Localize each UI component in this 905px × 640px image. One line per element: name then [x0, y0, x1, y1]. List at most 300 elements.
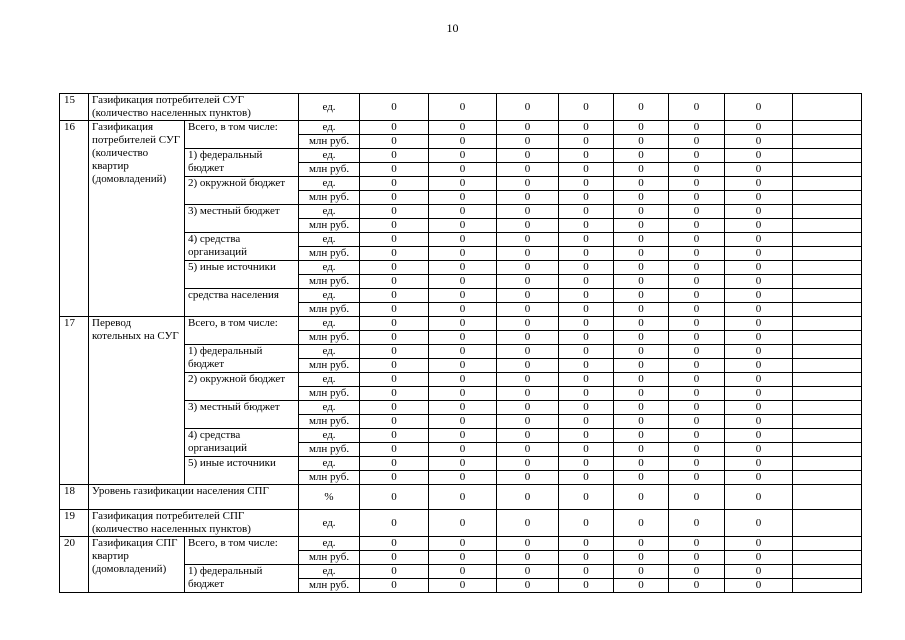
value-cell: 0: [614, 303, 669, 317]
value-cell: 0: [360, 415, 429, 429]
unit-cell: ед.: [299, 177, 360, 191]
value-cell: 0: [360, 163, 429, 177]
unit-cell: млн руб.: [299, 303, 360, 317]
value-cell: 0: [429, 177, 497, 191]
empty-cell: [793, 303, 862, 317]
unit-cell: %: [299, 485, 360, 510]
value-cell: 0: [614, 443, 669, 457]
value-cell: 0: [497, 565, 559, 579]
value-cell: 0: [429, 331, 497, 345]
value-cell: 0: [497, 457, 559, 471]
value-cell: 0: [669, 163, 725, 177]
value-cell: 0: [559, 317, 614, 331]
value-cell: 0: [559, 565, 614, 579]
value-cell: 0: [360, 303, 429, 317]
value-cell: 0: [614, 359, 669, 373]
value-cell: 0: [360, 317, 429, 331]
row-number: 20: [60, 537, 89, 593]
value-cell: 0: [360, 359, 429, 373]
value-cell: 0: [669, 289, 725, 303]
value-cell: 0: [725, 443, 793, 457]
row-number: 17: [60, 317, 89, 485]
unit-cell: ед.: [299, 317, 360, 331]
empty-cell: [793, 331, 862, 345]
table-row: [60, 94, 862, 121]
unit-cell: млн руб.: [299, 359, 360, 373]
value-cell: 0: [497, 275, 559, 289]
value-cell: 0: [360, 537, 429, 551]
value-cell: 0: [497, 579, 559, 593]
value-cell: 0: [614, 177, 669, 191]
value-cell: 0: [497, 537, 559, 551]
value-cell: 0: [360, 149, 429, 163]
empty-cell: [793, 317, 862, 331]
value-cell: 0: [497, 401, 559, 415]
empty-cell: [793, 275, 862, 289]
value-cell: 0: [614, 121, 669, 135]
value-cell: 0: [429, 135, 497, 149]
value-cell: 0: [429, 551, 497, 565]
unit-cell: млн руб.: [299, 443, 360, 457]
unit-cell: млн руб.: [299, 551, 360, 565]
value-cell: 0: [497, 317, 559, 331]
value-cell: 0: [669, 247, 725, 261]
value-cell: 0: [725, 289, 793, 303]
value-cell: 0: [725, 373, 793, 387]
empty-cell: [793, 177, 862, 191]
unit-cell: млн руб.: [299, 387, 360, 401]
empty-cell: [793, 510, 862, 537]
unit-cell: млн руб.: [299, 219, 360, 233]
value-cell: 0: [429, 485, 497, 510]
value-cell: 0: [669, 331, 725, 345]
value-cell: 0: [559, 177, 614, 191]
value-cell: 0: [725, 233, 793, 247]
value-cell: 0: [360, 94, 429, 121]
value-cell: 0: [429, 415, 497, 429]
indicator-title: Уровень газификации населения СПГ: [89, 485, 299, 510]
value-cell: 0: [725, 135, 793, 149]
table-row: [60, 317, 862, 331]
unit-cell: млн руб.: [299, 163, 360, 177]
value-cell: 0: [497, 551, 559, 565]
value-cell: 0: [429, 163, 497, 177]
value-cell: 0: [669, 177, 725, 191]
unit-cell: ед.: [299, 429, 360, 443]
value-cell: 0: [725, 415, 793, 429]
value-cell: 0: [360, 275, 429, 289]
value-cell: 0: [559, 471, 614, 485]
value-cell: 0: [559, 457, 614, 471]
unit-cell: млн руб.: [299, 191, 360, 205]
value-cell: 0: [725, 485, 793, 510]
value-cell: 0: [725, 163, 793, 177]
funding-source-label: 4) средства организаций: [185, 429, 299, 457]
value-cell: 0: [614, 219, 669, 233]
funding-source-label: 1) федеральный бюджет: [185, 149, 299, 177]
value-cell: 0: [429, 429, 497, 443]
value-cell: 0: [559, 443, 614, 457]
value-cell: 0: [429, 471, 497, 485]
table-row: [60, 510, 862, 537]
empty-cell: [793, 579, 862, 593]
value-cell: 0: [429, 565, 497, 579]
value-cell: 0: [559, 233, 614, 247]
value-cell: 0: [725, 247, 793, 261]
funding-source-label: Всего, в том числе:: [185, 121, 299, 149]
empty-cell: [793, 289, 862, 303]
value-cell: 0: [725, 261, 793, 275]
value-cell: 0: [614, 275, 669, 289]
value-cell: 0: [614, 317, 669, 331]
value-cell: 0: [360, 579, 429, 593]
value-cell: 0: [669, 233, 725, 247]
value-cell: 0: [360, 205, 429, 219]
row-number: 15: [60, 94, 89, 121]
value-cell: 0: [559, 579, 614, 593]
value-cell: 0: [614, 163, 669, 177]
unit-cell: ед.: [299, 261, 360, 275]
unit-cell: ед.: [299, 233, 360, 247]
value-cell: 0: [725, 177, 793, 191]
value-cell: 0: [559, 485, 614, 510]
value-cell: 0: [360, 219, 429, 233]
unit-cell: ед.: [299, 121, 360, 135]
value-cell: 0: [429, 317, 497, 331]
value-cell: 0: [360, 135, 429, 149]
value-cell: 0: [669, 94, 725, 121]
value-cell: 0: [360, 401, 429, 415]
funding-source-label: 4) средства организаций: [185, 233, 299, 261]
funding-source-label: Всего, в том числе:: [185, 537, 299, 565]
value-cell: 0: [497, 289, 559, 303]
value-cell: 0: [559, 345, 614, 359]
value-cell: 0: [669, 219, 725, 233]
indicator-title: Газификация СПГ квартир (домовладений): [89, 537, 185, 593]
value-cell: 0: [559, 401, 614, 415]
value-cell: 0: [725, 331, 793, 345]
value-cell: 0: [497, 149, 559, 163]
empty-cell: [793, 219, 862, 233]
empty-cell: [793, 247, 862, 261]
value-cell: 0: [559, 191, 614, 205]
value-cell: 0: [669, 401, 725, 415]
value-cell: 0: [497, 331, 559, 345]
value-cell: 0: [614, 471, 669, 485]
value-cell: 0: [614, 233, 669, 247]
value-cell: 0: [669, 510, 725, 537]
value-cell: 0: [360, 510, 429, 537]
value-cell: 0: [559, 163, 614, 177]
row-number: 18: [60, 485, 89, 510]
value-cell: 0: [360, 457, 429, 471]
value-cell: 0: [669, 457, 725, 471]
value-cell: 0: [614, 510, 669, 537]
value-cell: 0: [614, 551, 669, 565]
unit-cell: млн руб.: [299, 135, 360, 149]
value-cell: 0: [614, 415, 669, 429]
value-cell: 0: [497, 359, 559, 373]
value-cell: 0: [669, 205, 725, 219]
unit-cell: млн руб.: [299, 579, 360, 593]
value-cell: 0: [614, 429, 669, 443]
value-cell: 0: [559, 551, 614, 565]
value-cell: 0: [614, 261, 669, 275]
unit-cell: млн руб.: [299, 471, 360, 485]
value-cell: 0: [725, 551, 793, 565]
value-cell: 0: [669, 303, 725, 317]
empty-cell: [793, 387, 862, 401]
value-cell: 0: [497, 471, 559, 485]
value-cell: 0: [614, 289, 669, 303]
value-cell: 0: [614, 401, 669, 415]
value-cell: 0: [669, 135, 725, 149]
value-cell: 0: [725, 401, 793, 415]
value-cell: 0: [669, 373, 725, 387]
table-row: [60, 537, 862, 551]
empty-cell: [793, 149, 862, 163]
value-cell: 0: [559, 429, 614, 443]
value-cell: 0: [429, 261, 497, 275]
funding-source-label: 5) иные источники: [185, 457, 299, 485]
empty-cell: [793, 191, 862, 205]
funding-source-label: 5) иные источники: [185, 261, 299, 289]
value-cell: 0: [614, 537, 669, 551]
empty-cell: [793, 121, 862, 135]
value-cell: 0: [497, 233, 559, 247]
value-cell: 0: [725, 317, 793, 331]
empty-cell: [793, 443, 862, 457]
empty-cell: [793, 261, 862, 275]
value-cell: 0: [725, 149, 793, 163]
empty-cell: [793, 205, 862, 219]
value-cell: 0: [669, 121, 725, 135]
value-cell: 0: [725, 219, 793, 233]
unit-cell: ед.: [299, 457, 360, 471]
indicator-table: [59, 93, 862, 593]
empty-cell: [793, 233, 862, 247]
value-cell: 0: [725, 510, 793, 537]
value-cell: 0: [725, 205, 793, 219]
value-cell: 0: [725, 121, 793, 135]
value-cell: 0: [429, 345, 497, 359]
funding-source-label: 1) федеральный бюджет: [185, 565, 299, 593]
value-cell: 0: [614, 345, 669, 359]
value-cell: 0: [429, 457, 497, 471]
value-cell: 0: [559, 415, 614, 429]
value-cell: 0: [614, 373, 669, 387]
value-cell: 0: [559, 359, 614, 373]
value-cell: 0: [669, 429, 725, 443]
value-cell: 0: [429, 205, 497, 219]
empty-cell: [793, 401, 862, 415]
value-cell: 0: [669, 565, 725, 579]
row-number: 19: [60, 510, 89, 537]
value-cell: 0: [360, 485, 429, 510]
unit-cell: ед.: [299, 345, 360, 359]
indicator-title: Газификация потребителей СУГ (количество квартир (домовладений): [89, 121, 185, 317]
value-cell: 0: [360, 191, 429, 205]
value-cell: 0: [614, 485, 669, 510]
value-cell: 0: [360, 565, 429, 579]
empty-cell: [793, 163, 862, 177]
unit-cell: ед.: [299, 537, 360, 551]
value-cell: 0: [429, 579, 497, 593]
funding-source-label: средства населения: [185, 289, 299, 317]
value-cell: 0: [429, 303, 497, 317]
value-cell: 0: [429, 247, 497, 261]
value-cell: 0: [429, 537, 497, 551]
value-cell: 0: [429, 289, 497, 303]
value-cell: 0: [614, 205, 669, 219]
value-cell: 0: [559, 373, 614, 387]
value-cell: 0: [559, 149, 614, 163]
value-cell: 0: [559, 205, 614, 219]
value-cell: 0: [559, 331, 614, 345]
value-cell: 0: [360, 429, 429, 443]
unit-cell: ед.: [299, 401, 360, 415]
value-cell: 0: [669, 191, 725, 205]
value-cell: 0: [429, 359, 497, 373]
value-cell: 0: [429, 233, 497, 247]
funding-source-label: 3) местный бюджет: [185, 205, 299, 233]
value-cell: 0: [497, 303, 559, 317]
row-number: 16: [60, 121, 89, 317]
unit-cell: ед.: [299, 565, 360, 579]
value-cell: 0: [559, 510, 614, 537]
value-cell: 0: [497, 261, 559, 275]
value-cell: 0: [559, 275, 614, 289]
value-cell: 0: [429, 443, 497, 457]
value-cell: 0: [614, 149, 669, 163]
value-cell: 0: [497, 135, 559, 149]
funding-source-label: Всего, в том числе:: [185, 317, 299, 345]
value-cell: 0: [559, 289, 614, 303]
value-cell: 0: [429, 373, 497, 387]
unit-cell: ед.: [299, 289, 360, 303]
empty-cell: [793, 359, 862, 373]
indicator-title: Газификация потребителей СУГ (количество населенных пунктов): [89, 94, 299, 121]
empty-cell: [793, 551, 862, 565]
value-cell: 0: [559, 247, 614, 261]
value-cell: 0: [559, 121, 614, 135]
value-cell: 0: [497, 94, 559, 121]
value-cell: 0: [497, 177, 559, 191]
value-cell: 0: [725, 359, 793, 373]
value-cell: 0: [669, 471, 725, 485]
value-cell: 0: [725, 345, 793, 359]
empty-cell: [793, 373, 862, 387]
value-cell: 0: [614, 565, 669, 579]
value-cell: 0: [360, 261, 429, 275]
funding-source-label: 3) местный бюджет: [185, 401, 299, 429]
funding-source-label: 2) окружной бюджет: [185, 373, 299, 401]
value-cell: 0: [725, 471, 793, 485]
value-cell: 0: [429, 191, 497, 205]
value-cell: 0: [559, 135, 614, 149]
value-cell: 0: [497, 163, 559, 177]
value-cell: 0: [614, 94, 669, 121]
value-cell: 0: [360, 233, 429, 247]
value-cell: 0: [614, 331, 669, 345]
value-cell: 0: [360, 247, 429, 261]
value-cell: 0: [669, 537, 725, 551]
empty-cell: [793, 485, 862, 510]
value-cell: 0: [669, 359, 725, 373]
value-cell: 0: [725, 429, 793, 443]
value-cell: 0: [669, 317, 725, 331]
funding-source-label: 2) окружной бюджет: [185, 177, 299, 205]
value-cell: 0: [497, 429, 559, 443]
value-cell: 0: [429, 401, 497, 415]
empty-cell: [793, 94, 862, 121]
value-cell: 0: [497, 443, 559, 457]
unit-cell: млн руб.: [299, 247, 360, 261]
value-cell: 0: [559, 261, 614, 275]
value-cell: 0: [429, 219, 497, 233]
value-cell: 0: [497, 191, 559, 205]
value-cell: 0: [614, 579, 669, 593]
value-cell: 0: [725, 94, 793, 121]
value-cell: 0: [559, 387, 614, 401]
value-cell: 0: [497, 373, 559, 387]
value-cell: 0: [559, 219, 614, 233]
empty-cell: [793, 565, 862, 579]
value-cell: 0: [669, 275, 725, 289]
value-cell: 0: [614, 457, 669, 471]
value-cell: 0: [559, 537, 614, 551]
value-cell: 0: [360, 443, 429, 457]
value-cell: 0: [669, 551, 725, 565]
unit-cell: ед.: [299, 373, 360, 387]
value-cell: 0: [360, 177, 429, 191]
value-cell: 0: [429, 121, 497, 135]
value-cell: 0: [725, 537, 793, 551]
value-cell: 0: [669, 345, 725, 359]
empty-cell: [793, 537, 862, 551]
unit-cell: ед.: [299, 205, 360, 219]
value-cell: 0: [725, 303, 793, 317]
value-cell: 0: [725, 275, 793, 289]
value-cell: 0: [360, 121, 429, 135]
empty-cell: [793, 471, 862, 485]
value-cell: 0: [497, 247, 559, 261]
value-cell: 0: [360, 551, 429, 565]
unit-cell: млн руб.: [299, 331, 360, 345]
value-cell: 0: [360, 387, 429, 401]
value-cell: 0: [360, 345, 429, 359]
value-cell: 0: [429, 510, 497, 537]
table-row: [60, 121, 862, 135]
value-cell: 0: [497, 121, 559, 135]
value-cell: 0: [360, 471, 429, 485]
empty-cell: [793, 457, 862, 471]
value-cell: 0: [614, 135, 669, 149]
funding-source-label: 1) федеральный бюджет: [185, 345, 299, 373]
indicator-title: Газификация потребителей СПГ (количество населенных пунктов): [89, 510, 299, 537]
value-cell: 0: [725, 457, 793, 471]
value-cell: 0: [429, 94, 497, 121]
table-row: [60, 485, 862, 510]
value-cell: 0: [669, 149, 725, 163]
value-cell: 0: [429, 149, 497, 163]
value-cell: 0: [725, 191, 793, 205]
value-cell: 0: [669, 443, 725, 457]
value-cell: 0: [497, 387, 559, 401]
value-cell: 0: [360, 373, 429, 387]
value-cell: 0: [669, 579, 725, 593]
value-cell: 0: [360, 331, 429, 345]
